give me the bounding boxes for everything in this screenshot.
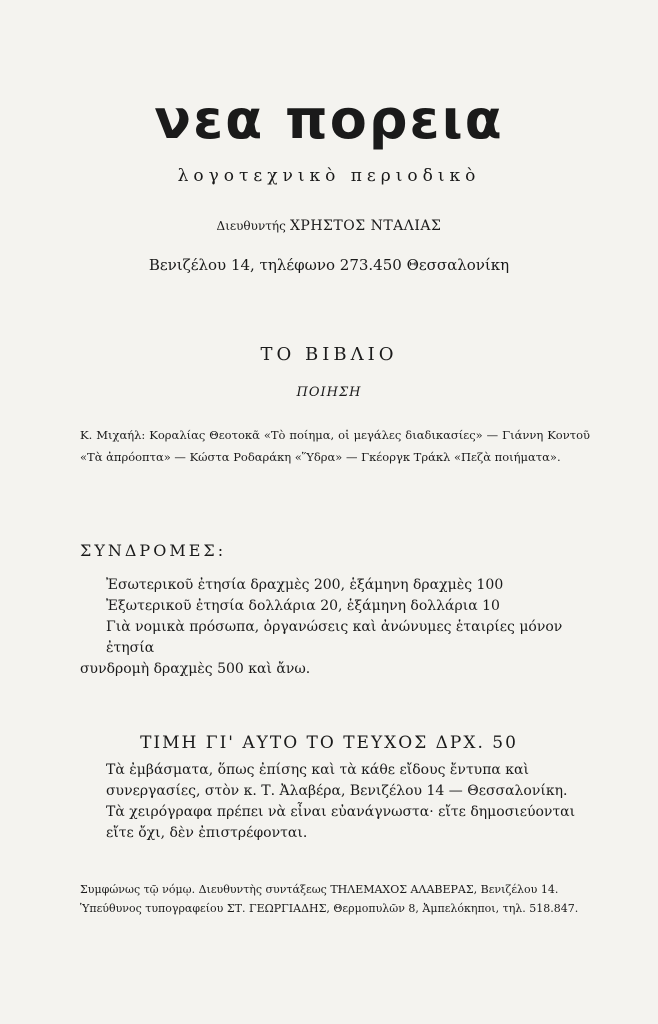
magazine-title: νεα πορεια [154,88,504,151]
issue-price: ΤΙΜΗ ΓΙ' ΑΥΤΟ ΤΟ ΤΕΥΧΟΣ ΔΡΧ. 50 [140,733,518,753]
subscription-line-corporate-cont: συνδρομὴ δραχμὲς 500 καὶ ἄνω. [80,661,311,677]
poetry-subheading: ΠΟΙΗΣΗ [296,385,362,400]
address-line: Βενιζέλου 14, τηλέφωνο 273.450 Θεσσαλονίκη [148,256,510,274]
director-line [0,218,658,234]
book-reviewer: Κ. Μιχαήλ: [80,428,146,442]
notes-block [80,760,590,844]
subscriptions-block [80,575,590,680]
director-role: Διευθυντής [216,219,286,233]
subscription-line-domestic: Ἐσωτερικοῦ ἐτησία δραχμὲς 200, ἑξάμηνη δραχμὲς 100 [106,577,504,593]
subscription-line-corporate: Γιὰ νομικὰ πρόσωπα, ὀργανώσεις καὶ ἀνώνυμες ἑταιρίες μόνον ἐτησία [106,619,563,656]
director-name: ΧΡΗΣΤΟΣ ΝΤΑΛΙΑΣ [289,218,442,234]
book-heading: ΤΟ ΒΙΒΛΙΟ [260,344,398,365]
subscription-line-foreign: Ἐξωτερικοῦ ἐτησία δολλάρια 20, ἑξάμηνη δολλάρια 10 [106,598,500,614]
note-remittances: Τὰ ἐμβάσματα, ὅπως ἐπίσης καὶ τὰ κάθε εἴδους ἔντυπα καὶ συνεργασίες, στὸν κ. Τ. Ἀλαβέρα, Βενιζέλου 14 — Θεσσαλονίκη. [106,762,568,799]
legal-notice: Συμφώνως τῷ νόμῳ. Διευθυντὴς συντάξεως ΤΗΛΕΜΑΧΟΣ ΑΛΑΒΕΡΑΣ, Βενιζέλου 14. Ὑπεύθυνος τυπογραφείου ΣΤ. ΓΕΩΡΓΙΑΔΗΣ, Θερμοπυλῶν 8, Ἀμπελόκηποι, τηλ. 518.847. [80,883,579,915]
magazine-subtitle: λογοτεχνικὸ περιοδικὸ [177,166,481,186]
note-manuscripts: Τὰ χειρόγραφα πρέπει νὰ εἶναι εὐανάγνωστα· εἴτε δημοσιεύονται εἴτε ὄχι, δὲν ἐπιστρέφονται. [106,804,576,841]
book-list: Κοραλίας Θεοτοκᾶ «Τὸ ποίημα, οἱ μεγάλες διαδικασίες» — Γιάννη Κοντοῦ «Τὰ ἀπρόοπτα» — Κώστα Ροδαράκη «Ὕδρα» — Γκέοργκ Τράκλ «Πεζὰ ποιήματα». [80,428,590,464]
subscriptions-heading: ΣΥΝΔΡΟΜΕΣ: [80,541,227,560]
book-review-text [80,424,590,468]
